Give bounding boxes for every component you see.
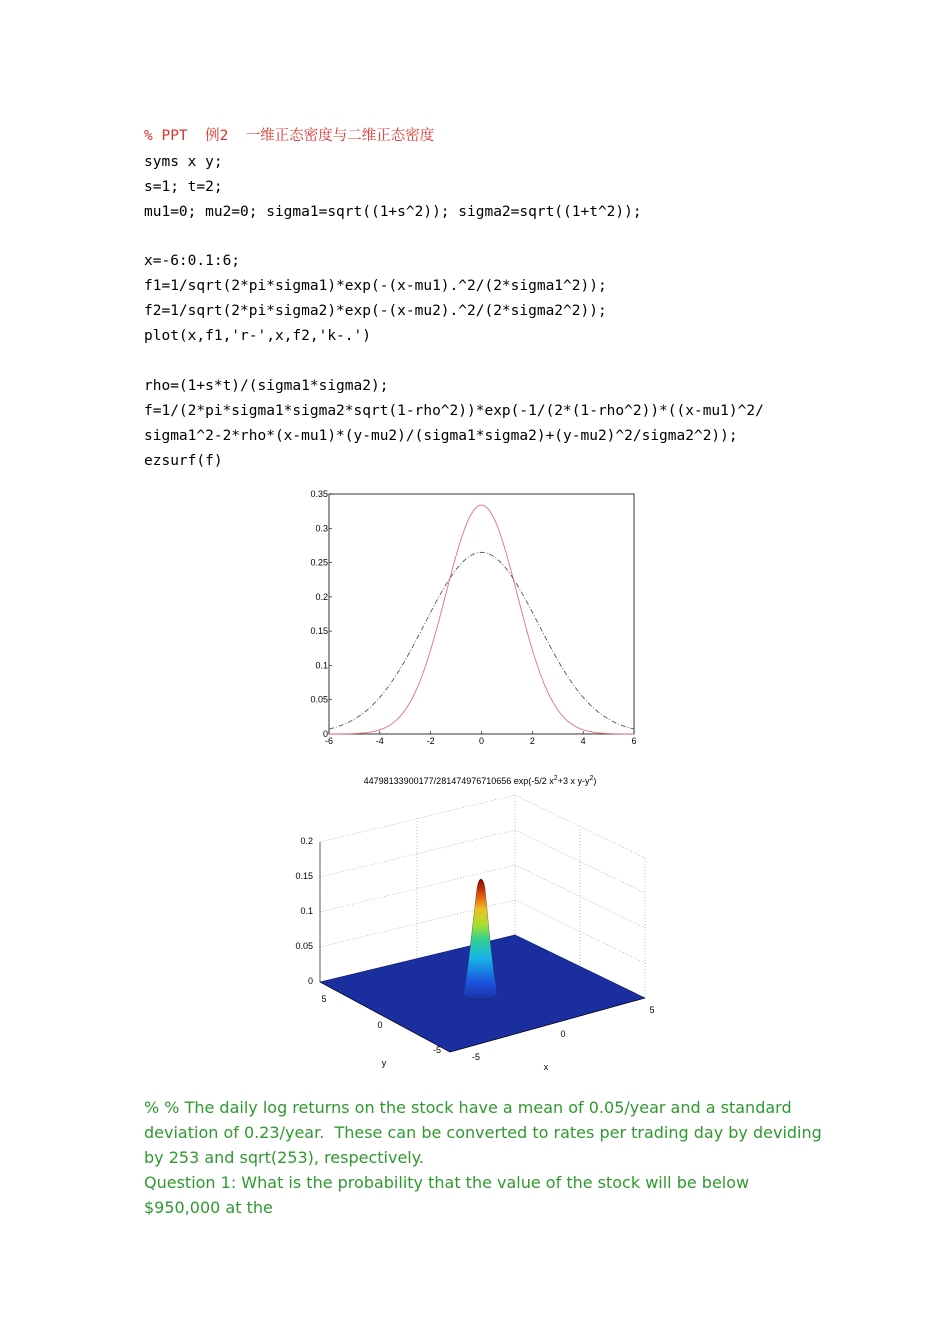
z-tick-label: 0.15 (295, 871, 313, 881)
z-tick-label: 0.2 (300, 836, 313, 846)
code-line: f1=1/sqrt(2*pi*sigma1)*exp(-(x-mu1).^2/(2*sigma1^2)); (144, 278, 607, 294)
x-tick-label: -5 (471, 1052, 481, 1062)
code-line: f2=1/sqrt(2*pi*sigma2)*exp(-(x-mu2).^2/(2*sigma2^2)); (144, 303, 607, 319)
code-line: ezsurf(f) (144, 453, 223, 469)
y-tick-label: 0 (377, 1020, 383, 1030)
y-tick-label: 0.1 (315, 660, 328, 671)
y-tick-label: 0.15 (310, 626, 328, 637)
plot-axes-box (329, 494, 634, 734)
z-tick-label: 0 (307, 976, 313, 986)
code-line: syms x y; (144, 154, 223, 170)
y-tick-label: 5 (321, 994, 327, 1004)
f1-series-line (329, 505, 634, 734)
y-tick-label: 0.3 (315, 523, 328, 534)
x-tick-label: 0 (560, 1029, 566, 1039)
x-tick-label: 2 (529, 736, 535, 746)
x-tick-label: 6 (631, 736, 637, 746)
y-tick-label: 0.2 (315, 591, 328, 602)
y-tick-label: 0 (322, 729, 328, 739)
y-tick-label: 0.05 (310, 694, 328, 705)
x-tick-label: -2 (426, 736, 435, 746)
code-line: f=1/(2*pi*sigma1*sigma2*sqrt(1-rho^2))*exp(-1/(2*(1-rho^2))*((x-mu1)^2/ (144, 403, 764, 419)
x-axis-label: x (543, 1062, 549, 1072)
bivariate-surface-plot (280, 770, 680, 1080)
x-tick-label: 4 (580, 736, 586, 746)
surface-peak (463, 879, 498, 1000)
f2-series-line (329, 552, 634, 729)
z-tick-label: 0.1 (300, 906, 313, 916)
x-tick-label: 5 (649, 1005, 655, 1015)
normal-density-plot (300, 485, 650, 750)
code-line: x=-6:0.1:6; (144, 253, 241, 269)
surface-title: 44798133900177/281474976710656 exp(-5/2 $x^2+3$ x $y-y^2$) (363, 775, 597, 786)
y-tick-label: 0.25 (310, 557, 328, 568)
y-axis-label: y (381, 1058, 387, 1068)
code-line: s=1; t=2; (144, 179, 223, 195)
y-tick-label: 0.35 (310, 489, 328, 499)
x-tick-label: 0 (478, 736, 485, 746)
code-line: mu1=0; mu2=0; sigma1=sqrt((1+s^2)); sigma2=sqrt((1+t^2)); (144, 204, 642, 220)
x-tick-label: -6 (324, 736, 334, 746)
code-comment: % PPT 例2 一维正态密度与二维正态密度 (144, 128, 435, 144)
code-line: sigma1^2-2*rho*(x-mu1)*(y-mu2)/(sigma1*sigma2)+(y-mu2)^2/sigma2^2)); (144, 428, 738, 444)
x-tick-label: -4 (375, 736, 384, 746)
prose-paragraph: % % The daily log returns on the stock have a mean of 0.05/year and a standard deviation of 0.23/year. These can be converted to rates per trading day by deviding by 253 and sqrt(253), respectively. Question 1: What is the probability that the value of the stock will be below $950,000 at the (144, 1098, 822, 1217)
y-tick-label: -5 (432, 1045, 442, 1055)
z-tick-label: 0.05 (295, 941, 313, 951)
code-line: plot(x,f1,'r-',x,f2,'k-.') (144, 328, 371, 344)
code-line: rho=(1+s*t)/(sigma1*sigma2); (144, 378, 389, 394)
